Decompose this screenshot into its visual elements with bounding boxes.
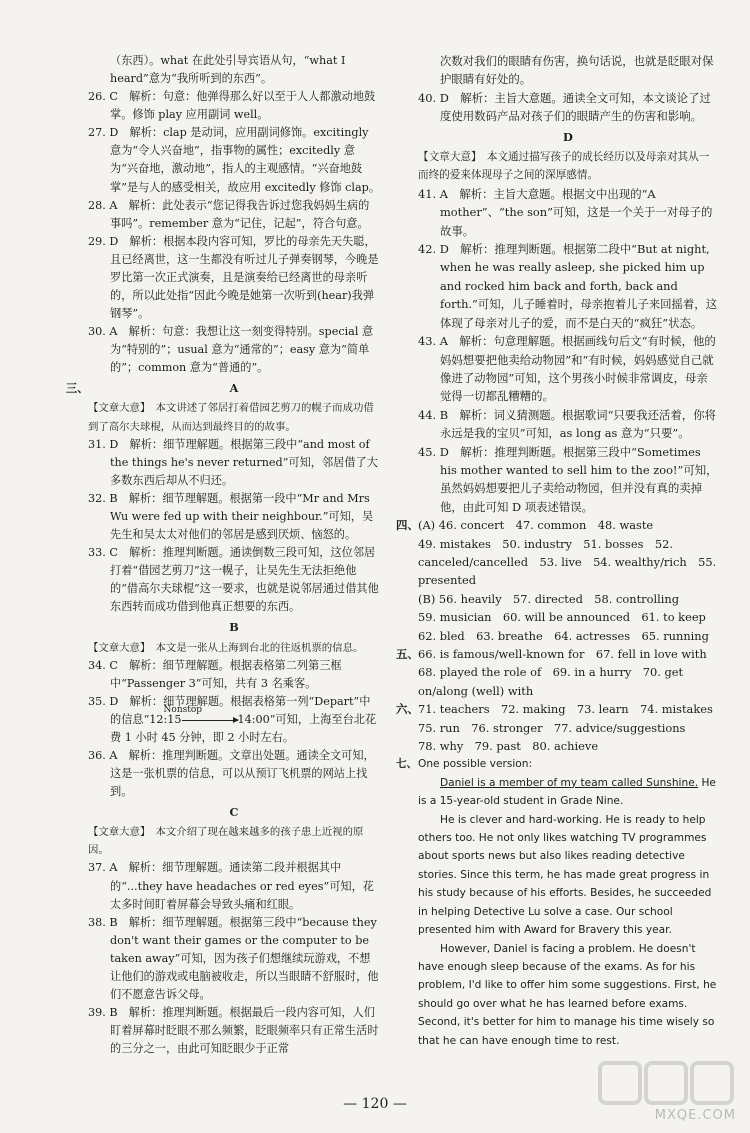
item-text: D [563, 129, 573, 144]
section-four-line: (A) 46. concert 47. common 48. waste [418, 518, 654, 533]
item-text: 40. D 解析：主旨大意题。通读全文可知，本文谈论了过度使用数码产品对孩子们的眼睛产生的伤害和影响。 [418, 90, 711, 124]
arrow-line [182, 720, 238, 721]
essay-heading: One possible version: [418, 758, 533, 771]
item-text: 43. A 解析：句意理解题。根据画线句后文“有时候，他的妈妈想要把他卖给动物园”和“有时候，妈妈感觉自己就像进了动物园”可知，这个男孩小时候非常调皮，母亲觉得一切都乱糟糟的。 [418, 334, 716, 404]
item-text: 41. A 解析：主旨大意题。根据文中出现的“A mother”、“the son”可知，这是一个关于一对母子的故事。 [418, 186, 713, 238]
item-text: 39. B 解析：推理判断题。根据最后一段内容可知，人们盯着屏幕时眨眼不那么频繁，眨眼频率只有正常生活时的三分之一，由此可知眨眼少于正常 [88, 1006, 379, 1056]
answer-item [418, 443, 718, 517]
page-number-value: 120 [361, 1096, 389, 1112]
essay-paragraph: He is clever and hard-working. He is ready to help others too. He not only likes watching TV programmes about sports news but also likes reading detective stories. Since this term, he has made great progress in his study because of his efforts. Besides, he succeeded in helping Detective Lu solve a case. Our school presented him with Award for Bravery this year. [418, 813, 712, 937]
section-five-line: 66. is famous/well-known for 67. fell in love with [418, 647, 707, 661]
answer-item [88, 914, 380, 1004]
answer-item [88, 544, 380, 616]
answer-item [88, 436, 380, 490]
answer-item [418, 332, 718, 406]
answer-item [88, 859, 380, 913]
answer-item [88, 693, 380, 747]
essay-first-line [418, 774, 718, 811]
item-text: 【文章大意】 本文是一张从上海到台北的往返机票的信息。 [88, 641, 364, 654]
item-text: 35. D 解析：细节理解题。根据表格第一列“Depart”中的信息“12:15 [88, 694, 371, 726]
page-number-dash: — [392, 1096, 407, 1112]
article-summary [418, 148, 718, 185]
section-five-label: 五、 [396, 647, 419, 661]
section-six-line: 71. teachers 72. making 73. learn 74. mistakes [418, 702, 713, 717]
section-six-line: 75. run 76. stronger 77. advice/suggestions [418, 720, 686, 735]
section-four-line: 49. mistakes 50. industry 51. bosses 52. canceled/cancelled 53. live 54. wealthy/rich 55. presented [418, 536, 717, 588]
nonstop-arrow [163, 704, 238, 727]
article-summary [88, 399, 380, 435]
section-seven-label: 七、 [396, 758, 418, 771]
item-text: 34. C 解析：细节理解题。根据表格第二列第三框中“Passenger 3”可知，共有 3 名乘客。 [88, 658, 342, 690]
section-four-label: 四、 [396, 518, 419, 533]
item-text: 36. A 解析：推理判断题。文章出处题。通读全文可知，这是一张机票的信息，可以从预订飞机票的网站上找到。 [88, 748, 375, 799]
left-column [66, 52, 381, 1058]
answer-item [88, 747, 380, 801]
item-text: 【文章大意】 本文讲述了邻居打着借园艺剪刀的幌子而成功借到了高尔夫球棍，从而达到最终目的的故事。 [88, 402, 374, 433]
essay-underlined-sentence: Daniel is a member of my team called Sunshine. [440, 776, 699, 789]
watermark-box [600, 1063, 640, 1103]
watermark-box [646, 1063, 686, 1103]
item-text: 【文章大意】 本文通过描写孩子的成长经历以及母亲对其从一而终的爱来体现母子之间的深厚感情。 [418, 151, 710, 182]
item-text: 次数对我们的眼睛有伤害，换句话说，也就是眨眼对保护眼睛有好处的。 [440, 54, 714, 87]
item-text: 28. A 解析：此处表示“您记得我告诉过您我妈妈生病的事吗”。remember 意为“记住，记起”，符合句意。 [88, 198, 370, 230]
item-text: 32. B 解析：细节理解题。根据第一段中“Mr and Mrs Wu were fed up with their neighbour.”可知，吴先生和吴太太对他们的邻居是感到厌烦、恼怒的。 [88, 491, 374, 542]
item-text: 38. B 解析：细节理解题。根据第三段中“because they don't want their games or the computer to be taken away”可知，因为孩子们想继续玩游戏，不想让他们的游戏或电脑被收走，所以当眼睛不舒服时，他们不愿意告诉父母。 [88, 915, 379, 1001]
item-text: 【文章大意】 本文介绍了现在越来越多的孩子患上近视的原因。 [88, 826, 364, 857]
section-four-line: 62. bled 63. breathe 64. actresses 65. running [418, 628, 709, 643]
answer-item [418, 406, 718, 443]
section-letter [88, 618, 380, 636]
item-text: 27. D 解析：clap 是动词，应用副词修饰。excitingly 意为“令人兴奋地”，指事物的属性；excitedly 意为“兴奋地，激动地”，指人的主观感情。“兴奋地鼓掌”是与人的感受相关，故应用 excitedly 修饰 clap。 [88, 126, 381, 194]
essay-paragraph: However, Daniel is facing a problem. He doesn't have enough sleep because of the exams. As for his problem, I'd like to offer him some suggestions. First, he should go over what he has learned before exams. Second, it's better for him to manage his time wisely so that he can have enough time to rest. [418, 942, 717, 1047]
section-six [396, 700, 718, 755]
item-text: （东西）。what 在此处引导宾语从句，“what I heard”意为“我所听到的东西”。 [110, 54, 346, 86]
watermark-box [692, 1063, 732, 1103]
arrow-label: Nonstop [163, 704, 203, 715]
watermark-url: MXQE.COM [654, 1108, 736, 1123]
item-text-tail: 14:00”可知，上海至台北花费 1 小时 45 分钟，即 2 小时左右。 [110, 712, 377, 744]
section-three-label: 三、 [66, 381, 89, 396]
answer-item [88, 323, 380, 377]
section-letter [88, 803, 380, 821]
section-letter [418, 128, 718, 146]
item-text: 31. D 解析：细节理解题。根据第三段中“and most of the things he's never returned”可知，邻居借了大多数东西后却从不归还。 [88, 437, 378, 487]
section-five [396, 645, 718, 700]
section-four-line: (B) 56. heavily 57. directed 58. controlling [418, 591, 680, 606]
item-text: 26. C 解析：句意：他弹得那么好以至于人人都激动地鼓掌。修饰 play 应用副词 well。 [88, 90, 376, 122]
item-text: 29. D 解析：根据本段内容可知，罗比的母亲先天失聪，且已经离世，这一生都没有听过儿子弹奏钢琴，今晚是罗比第一次正式演奏，且是演奏给已经离世的母亲听的，所以此处指“因此今晚是她第一次听到(hear)我弹钢琴”。 [88, 234, 379, 321]
section-six-line: 78. why 79. past 80. achieve [418, 739, 599, 754]
answer-item [418, 89, 718, 126]
section-four [396, 516, 718, 645]
item-text: 44. B 解析：词义猜测题。根据歌词“只要我还活着，你将永远是我的宝贝”可知，as long as 意为“只要”。 [418, 407, 716, 441]
answer-item [88, 52, 380, 88]
item-text: C [229, 805, 239, 820]
answer-item [88, 197, 380, 233]
item-text: 30. A 解析：句意：我想让这一刻变得特别。special 意为“特别的”；usual 意为“通常的”；easy 意为“简单的”；common 意为“普通的”。 [88, 325, 374, 375]
section-five-line: 68. played the role of 69. in a hurry 70. get on/along (well) with [418, 665, 684, 698]
item-text: 42. D 解析：推理判断题。根据第二段中“But at night, when he was really asleep, she picked him up and rocked him back and forth, back and forth.”可知，儿子睡着时，母亲抱着儿子来回摇着，这体现了母亲对儿子的爱，而不是白天的“疯狂”状态。 [418, 242, 718, 330]
essay-first-sentence: He is a 15-year-old student in Grade Nine. [418, 776, 716, 808]
answer-item [88, 1004, 380, 1058]
section-seven [396, 755, 718, 1050]
answer-item [88, 657, 380, 693]
article-summary [88, 823, 380, 859]
answer-item [88, 88, 380, 124]
section-four-line: 59. musician 60. will be announced 61. to keep [418, 610, 706, 625]
answer-item [88, 233, 380, 323]
item-text: 45. D 解析：推理判断题。根据第三段中“Sometimes his mother wanted to sell him to the zoo!”可知，虽然妈妈想要把儿子卖给动物园，但并没有真的卖掉他，由此可知 D 项表述错误。 [418, 444, 718, 514]
answer-item [418, 240, 718, 332]
section-letter [66, 379, 380, 397]
right-column [396, 52, 718, 1050]
item-text: A [229, 381, 239, 396]
answer-item [418, 185, 718, 240]
section-six-label: 六、 [396, 702, 419, 717]
page-number-dash: — [343, 1096, 358, 1112]
item-text: 33. C 解析：推理判断题。通读倒数三段可知，这位邻居打着“借园艺剪刀”这一幌子，让吴先生无法拒绝他的“借高尔夫球棍”这一要求，也就是说邻居通过借其他东西转而成功借到他真正想要的东西。 [88, 546, 379, 614]
item-text: 37. A 解析：细节理解题。通读第二段并根据其中的“...they have headaches or red eyes”可知，花太多时间盯着屏幕会导致头痛和红眼。 [88, 861, 374, 911]
answer-item [88, 490, 380, 544]
article-summary [88, 639, 380, 657]
answer-item [418, 52, 718, 89]
item-text: B [229, 620, 239, 635]
answer-item [88, 124, 380, 196]
